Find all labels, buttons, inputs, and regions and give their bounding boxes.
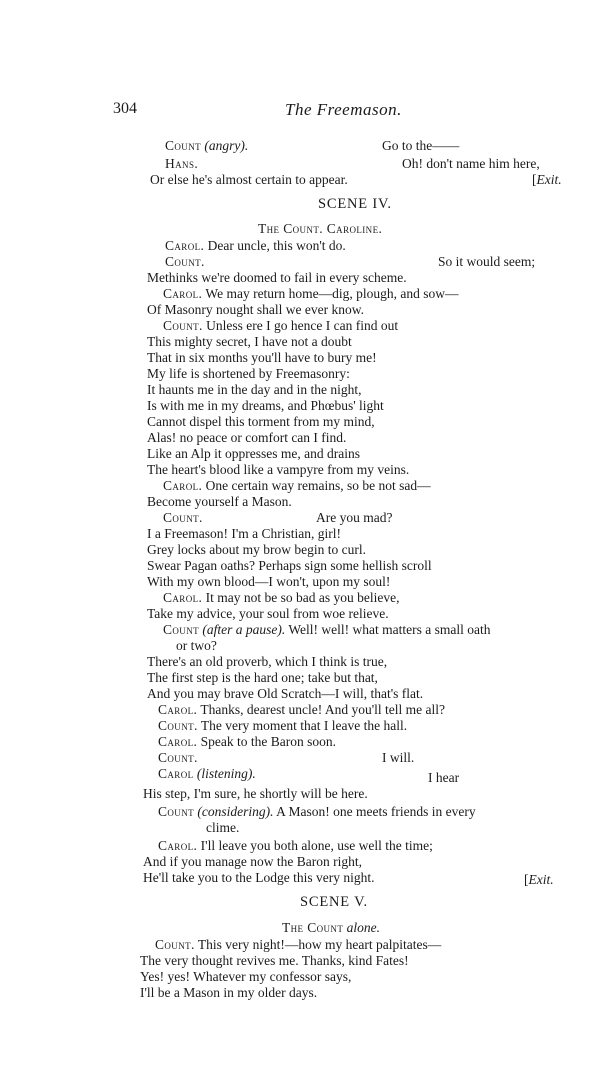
speech-text: A Mason! one meets friends in every bbox=[276, 804, 476, 819]
speaker-name: Carol. bbox=[163, 286, 203, 301]
verse-line: And if you manage now the Baron right, bbox=[143, 854, 362, 869]
speech-text: I will. bbox=[382, 750, 415, 765]
speech-line bbox=[163, 622, 491, 638]
speech-line bbox=[163, 590, 399, 606]
exit-label: Exit. bbox=[528, 872, 554, 887]
verse-line: And you may brave Old Scratch—I will, that's flat. bbox=[147, 686, 424, 701]
speech-text: It may not be so bad as you believe, bbox=[205, 590, 400, 605]
speech-line bbox=[158, 718, 407, 734]
speech-line bbox=[163, 478, 431, 494]
speaker-name: Carol. bbox=[165, 238, 205, 253]
character-name: Caroline. bbox=[326, 221, 383, 236]
speaker-name: Count. bbox=[163, 318, 203, 333]
speech-text: One certain way remains, so be not sad— bbox=[205, 478, 431, 493]
verse-line: The very thought revives me. Thanks, kind Fates! bbox=[140, 953, 409, 968]
speech-text: Dear uncle, this won't do. bbox=[207, 238, 346, 253]
verse-line: Of Masonry nought shall we ever know. bbox=[147, 302, 364, 317]
verse-line: Swear Pagan oaths? Perhaps sign some hellish scroll bbox=[147, 558, 432, 573]
characters-on-stage bbox=[282, 920, 380, 936]
verse-line: It haunts me in the day and in the night, bbox=[147, 382, 362, 397]
speech-text: Oh! don't name him here, bbox=[402, 156, 540, 171]
stage-direction: (listening). bbox=[196, 766, 256, 781]
speaker-name: Hans. bbox=[165, 156, 199, 171]
verse-line: Is with me in my dreams, and Phœbus' light bbox=[147, 398, 384, 413]
verse-line: Alas! no peace or comfort can I find. bbox=[147, 430, 347, 445]
speech-line bbox=[158, 804, 476, 820]
scene-heading: SCENE IV. bbox=[318, 196, 392, 212]
character-name: The Count. bbox=[258, 221, 323, 236]
running-title: The Freemason. bbox=[285, 100, 402, 119]
speech-text: Thanks, dearest uncle! And you'll tell me all? bbox=[200, 702, 446, 717]
speech-line bbox=[158, 766, 256, 782]
stage-direction: alone. bbox=[346, 920, 380, 935]
speech-text: I hear bbox=[428, 770, 460, 785]
speaker-name: Count. bbox=[158, 718, 198, 733]
speaker-name: Carol. bbox=[158, 838, 198, 853]
verse-line: I a Freemason! I'm a Christian, girl! bbox=[147, 526, 342, 541]
verse-line: Methinks we're doomed to fail in every scheme. bbox=[147, 270, 407, 285]
exit-label: Exit. bbox=[536, 172, 562, 187]
scene-heading: SCENE V. bbox=[300, 894, 368, 910]
speaker-name: Count bbox=[163, 622, 200, 637]
exit-direction: [Exit. bbox=[524, 872, 554, 887]
page-number: 304 bbox=[113, 100, 137, 117]
verse-line: or two? bbox=[176, 638, 217, 653]
verse-line: Yes! yes! Whatever my confessor says, bbox=[140, 969, 352, 984]
speech-text: Go to the—— bbox=[382, 138, 460, 153]
verse-line: I'll be a Mason in my older days. bbox=[140, 985, 318, 1000]
verse-line: My life is shortened by Freemasonry: bbox=[147, 366, 350, 381]
speaker-name: Count. bbox=[165, 254, 205, 269]
verse-line: His step, I'm sure, he shortly will be here. bbox=[143, 786, 368, 801]
speech-line bbox=[158, 702, 445, 718]
characters-on-stage bbox=[258, 221, 382, 237]
verse-line: Grey locks about my brow begin to curl. bbox=[147, 542, 366, 557]
speaker-name: Carol bbox=[158, 766, 194, 781]
verse-line: The first step is the hard one; take but that, bbox=[147, 670, 378, 685]
speaker-name: Count. bbox=[155, 937, 195, 952]
speaker-name: Carol. bbox=[163, 590, 203, 605]
speech-text: Unless ere I go hence I can find out bbox=[206, 318, 399, 333]
speech-text: Are you mad? bbox=[316, 510, 393, 525]
character-name: The Count bbox=[282, 920, 344, 935]
speech-text: So it would seem; bbox=[438, 254, 536, 269]
verse-line: Cannot dispel this torment from my mind, bbox=[147, 414, 375, 429]
speaker-name: Carol. bbox=[158, 734, 198, 749]
verse-line: clime. bbox=[206, 820, 240, 835]
speaker-name: Carol. bbox=[158, 702, 198, 717]
speaker-name: Count bbox=[165, 138, 202, 153]
stage-direction: (after a pause). bbox=[202, 622, 286, 637]
speech-line bbox=[163, 318, 398, 334]
speech-line bbox=[158, 734, 336, 750]
speaker-name: Count bbox=[158, 804, 195, 819]
speech-text: This very night!—how my heart palpitates— bbox=[197, 937, 442, 952]
verse-line: This mighty secret, I have not a doubt bbox=[147, 334, 352, 349]
speaker-name: Count. bbox=[158, 750, 198, 765]
speaker-name: Count. bbox=[163, 510, 203, 525]
verse-line: That in six months you'll have to bury me! bbox=[147, 350, 377, 365]
speech-line bbox=[165, 138, 248, 154]
verse-line: Like an Alp it oppresses me, and drains bbox=[147, 446, 360, 461]
speech-text: Speak to the Baron soon. bbox=[200, 734, 337, 749]
verse-line: Or else he's almost certain to appear. bbox=[150, 172, 348, 187]
speech-text: The very moment that I leave the hall. bbox=[200, 718, 408, 733]
speech-line bbox=[163, 286, 459, 302]
speech-text: I'll leave you both alone, use well the time; bbox=[200, 838, 433, 853]
verse-line: There's an old proverb, which I think is true, bbox=[147, 654, 388, 669]
verse-line: Take my advice, your soul from woe relieve. bbox=[147, 606, 389, 621]
verse-line: Become yourself a Mason. bbox=[147, 494, 292, 509]
stage-direction: (angry). bbox=[204, 138, 249, 153]
verse-line: The heart's blood like a vampyre from my veins. bbox=[147, 462, 410, 477]
speech-text: We may return home—dig, plough, and sow— bbox=[205, 286, 459, 301]
speech-line bbox=[158, 838, 433, 854]
stage-direction: (considering). bbox=[197, 804, 274, 819]
verse-line: With my own blood—I won't, upon my soul! bbox=[147, 574, 391, 589]
verse-line: He'll take you to the Lodge this very night. bbox=[143, 870, 375, 885]
exit-direction: [Exit. bbox=[532, 172, 562, 187]
speech-line bbox=[165, 238, 346, 254]
speech-line bbox=[155, 937, 441, 953]
speaker-name: Carol. bbox=[163, 478, 203, 493]
speech-text: Well! well! what matters a small oath bbox=[288, 622, 491, 637]
